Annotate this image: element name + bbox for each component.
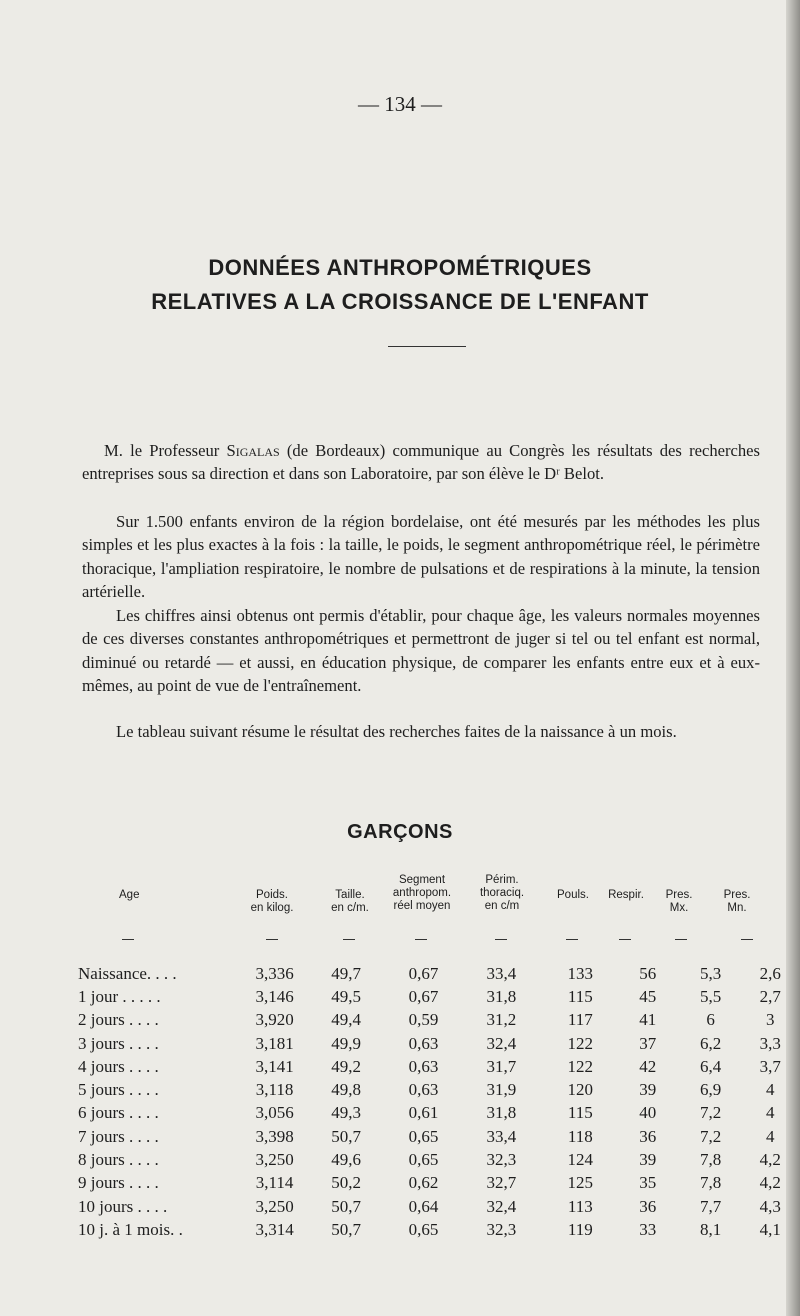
row-value-cell: 133 [567, 963, 594, 983]
row-value-cell: 122 [567, 1056, 594, 1076]
row-value-cell: 32,4 [486, 1196, 517, 1216]
header-pres-max: Pres. Mx. [665, 889, 693, 914]
row-value-cell: 117 [567, 1010, 593, 1030]
table-row [78, 1148, 800, 1171]
row-value-cell: 3,056 [255, 1103, 294, 1123]
row-value-cell: 118 [567, 1126, 593, 1146]
row-value-cell: 31,2 [486, 1010, 517, 1030]
header-perimetre: Périm. thoraciq. en c/m [479, 874, 525, 912]
row-value-cell: 7,8 [700, 1150, 722, 1170]
row-value-cell: 7,8 [700, 1173, 722, 1193]
row-value-cell: 49,7 [331, 963, 361, 983]
table-row [78, 1125, 800, 1148]
row-value-cell: 4,1 [759, 1219, 781, 1239]
row-value-cell: 49,2 [331, 1056, 361, 1076]
row-value-cell: 50,7 [331, 1126, 361, 1146]
table-intro-paragraph: Le tableau suivant résume le résultat des recherches faites de la naissance à un mois. [116, 722, 677, 741]
row-value-cell: 119 [567, 1219, 593, 1239]
row-value-cell: 4,2 [759, 1173, 781, 1193]
page-number: — 134 — [358, 92, 442, 116]
row-value-cell: 32,3 [486, 1150, 517, 1170]
row-value-cell: 0,59 [408, 1010, 439, 1030]
header-dash [675, 939, 687, 940]
row-value-cell: 3,3 [759, 1033, 781, 1053]
row-age-cell: 1 jour . . . . . [78, 986, 161, 1006]
header-taille: Taille. en c/m. [331, 889, 369, 914]
row-value-cell: 4 [765, 1080, 775, 1100]
row-value-cell: 39 [639, 1150, 657, 1170]
row-value-cell: 0,67 [408, 963, 439, 983]
table-row [78, 1195, 800, 1218]
row-value-cell: 50,2 [331, 1173, 361, 1193]
header-age: Age [119, 889, 140, 901]
row-value-cell: 4 [765, 1126, 775, 1146]
table-row [78, 1218, 800, 1241]
row-value-cell: 115 [567, 986, 593, 1006]
header-dash [343, 939, 355, 940]
row-value-cell: 49,6 [331, 1150, 361, 1170]
row-value-cell: 4,3 [759, 1196, 781, 1216]
header-dash [415, 939, 427, 940]
row-value-cell: 33,4 [486, 1126, 517, 1146]
row-value-cell: 113 [567, 1196, 593, 1216]
row-age-cell: 7 jours . . . . [78, 1126, 159, 1146]
row-value-cell: 45 [639, 986, 657, 1006]
title-divider [388, 346, 466, 347]
row-value-cell: 4 [765, 1103, 775, 1123]
row-value-cell: 122 [567, 1033, 594, 1053]
header-dash [122, 939, 134, 940]
table-row [78, 985, 800, 1008]
row-value-cell: 7,7 [700, 1196, 722, 1216]
row-value-cell: 2,6 [759, 963, 781, 983]
row-value-cell: 49,4 [331, 1010, 361, 1030]
row-value-cell: 6,9 [700, 1080, 722, 1100]
row-value-cell: 120 [567, 1080, 594, 1100]
table-row [78, 1055, 800, 1078]
intro-paragraph [82, 439, 760, 486]
row-value-cell: 2,7 [759, 986, 781, 1006]
row-value-cell: 3,114 [255, 1173, 294, 1193]
row-value-cell: 7,2 [700, 1126, 722, 1146]
row-value-cell: 8,1 [700, 1219, 722, 1239]
table-row [78, 962, 800, 985]
row-age-cell: 10 j. à 1 mois. . [78, 1219, 183, 1239]
section-title: GARÇONS [347, 821, 453, 843]
row-value-cell: 42 [639, 1056, 657, 1076]
row-value-cell: 0,65 [408, 1150, 439, 1170]
row-value-cell: 6,2 [700, 1033, 722, 1053]
row-value-cell: 3 [765, 1010, 775, 1030]
table-row [78, 1172, 800, 1195]
row-value-cell: 37 [639, 1033, 657, 1053]
row-value-cell: 115 [567, 1103, 593, 1123]
row-value-cell: 3,250 [255, 1150, 294, 1170]
header-dash [741, 939, 753, 940]
page-title-line2: RELATIVES A LA CROISSANCE DE L'ENFANT [151, 289, 649, 314]
table-row [78, 1032, 800, 1055]
row-value-cell: 0,63 [408, 1080, 439, 1100]
row-value-cell: 41 [639, 1010, 657, 1030]
row-value-cell: 7,2 [700, 1103, 722, 1123]
results-paragraph: Les chiffres ainsi obtenus ont permis d'établir, pour chaque âge, les valeurs normales moyennes de ces diverses constantes anthropométriques et permettront de juger si tel ou tel enfant est normal, diminué ou retardé — et aussi, en éducation physique, de comparer les enfants entre eux et à eux-mêmes, au point de vue de l'entraînement. [82, 606, 760, 695]
row-value-cell: 3,398 [255, 1126, 294, 1146]
row-value-cell: 125 [567, 1173, 594, 1193]
intro-text-before: M. le Professeur [104, 441, 227, 460]
row-value-cell: 49,9 [331, 1033, 361, 1053]
row-value-cell: 0,62 [408, 1173, 439, 1193]
row-value-cell: 32,3 [486, 1219, 517, 1239]
row-value-cell: 31,7 [486, 1056, 517, 1076]
author-name: Sigalas [226, 441, 280, 460]
table-row [78, 1078, 800, 1101]
row-value-cell: 39 [639, 1080, 657, 1100]
row-value-cell: 0,67 [408, 986, 439, 1006]
row-value-cell: 3,250 [255, 1196, 294, 1216]
row-value-cell: 3,146 [255, 986, 294, 1006]
row-value-cell: 33,4 [486, 963, 517, 983]
row-value-cell: 3,181 [255, 1033, 294, 1053]
intro-text-after: (de Bordeaux) communique au Congrès les résultats des recherches entreprises sous sa direction et dans son Laboratoire, par son élève le Dʳ Belot. [82, 441, 760, 484]
row-value-cell: 31,9 [486, 1080, 517, 1100]
row-value-cell: 40 [639, 1103, 657, 1123]
row-value-cell: 36 [639, 1126, 657, 1146]
methods-paragraph: Sur 1.500 enfants environ de la région bordelaise, ont été mesurés par les méthodes les plus simples et les plus exactes à la fois : la taille, le poids, le segment anthropométrique réel, le périmètre thoracique, l'ampliation respiratoire, le nombre de pulsations et de respirations à la minute, la tension artérielle. [82, 512, 760, 601]
header-dash [266, 939, 278, 940]
page-title-line1: DONNÉES ANTHROPOMÉTRIQUES [208, 255, 592, 280]
row-age-cell: 3 jours . . . . [78, 1033, 159, 1053]
row-value-cell: 35 [639, 1173, 657, 1193]
row-value-cell: 3,336 [255, 963, 294, 983]
row-age-cell: 10 jours . . . . [78, 1196, 168, 1216]
header-dash [566, 939, 578, 940]
row-age-cell: 9 jours . . . . [78, 1173, 159, 1193]
row-value-cell: 3,118 [255, 1080, 294, 1100]
header-segment: Segment anthropom. réel moyen [392, 874, 452, 912]
row-value-cell: 50,7 [331, 1219, 361, 1239]
row-value-cell: 56 [639, 963, 657, 983]
header-pouls: Pouls. [557, 889, 589, 901]
row-value-cell: 4,2 [759, 1150, 781, 1170]
row-value-cell: 3,141 [255, 1056, 294, 1076]
row-value-cell: 0,63 [408, 1033, 439, 1053]
row-value-cell: 6 [706, 1010, 715, 1030]
row-value-cell: 33 [639, 1219, 657, 1239]
row-value-cell: 0,65 [408, 1126, 439, 1146]
row-value-cell: 50,7 [331, 1196, 361, 1216]
row-value-cell: 31,8 [486, 1103, 517, 1123]
row-age-cell: 8 jours . . . . [78, 1150, 159, 1170]
row-value-cell: 3,920 [255, 1010, 294, 1030]
row-value-cell: 49,8 [331, 1080, 361, 1100]
header-respir: Respir. [608, 889, 644, 901]
row-age-cell: 4 jours . . . . [78, 1056, 159, 1076]
row-value-cell: 32,7 [486, 1173, 517, 1193]
row-value-cell: 32,4 [486, 1033, 517, 1053]
row-value-cell: 0,64 [408, 1196, 439, 1216]
row-value-cell: 5,5 [700, 986, 722, 1006]
row-value-cell: 5,3 [700, 963, 722, 983]
row-age-cell: 5 jours . . . . [78, 1080, 159, 1100]
row-value-cell: 31,8 [486, 986, 517, 1006]
row-value-cell: 36 [639, 1196, 657, 1216]
header-dash [619, 939, 631, 940]
row-value-cell: 6,4 [700, 1056, 722, 1076]
row-value-cell: 49,3 [331, 1103, 361, 1123]
row-age-cell: Naissance. . . . [78, 963, 177, 983]
header-poids: Poids. en kilog. [250, 889, 294, 914]
row-age-cell: 6 jours . . . . [78, 1103, 159, 1123]
table-row [78, 1102, 800, 1125]
row-value-cell: 0,63 [408, 1056, 439, 1076]
table-row [78, 1009, 800, 1032]
row-value-cell: 0,61 [408, 1103, 439, 1123]
row-age-cell: 2 jours . . . . [78, 1010, 159, 1030]
row-value-cell: 3,314 [255, 1219, 294, 1239]
row-value-cell: 0,65 [408, 1219, 439, 1239]
row-value-cell: 3,7 [759, 1056, 781, 1076]
measurements-table [78, 962, 800, 1242]
row-value-cell: 49,5 [331, 986, 361, 1006]
header-pres-min: Pres. Mn. [723, 889, 751, 914]
header-dash [495, 939, 507, 940]
row-value-cell: 124 [567, 1150, 594, 1170]
